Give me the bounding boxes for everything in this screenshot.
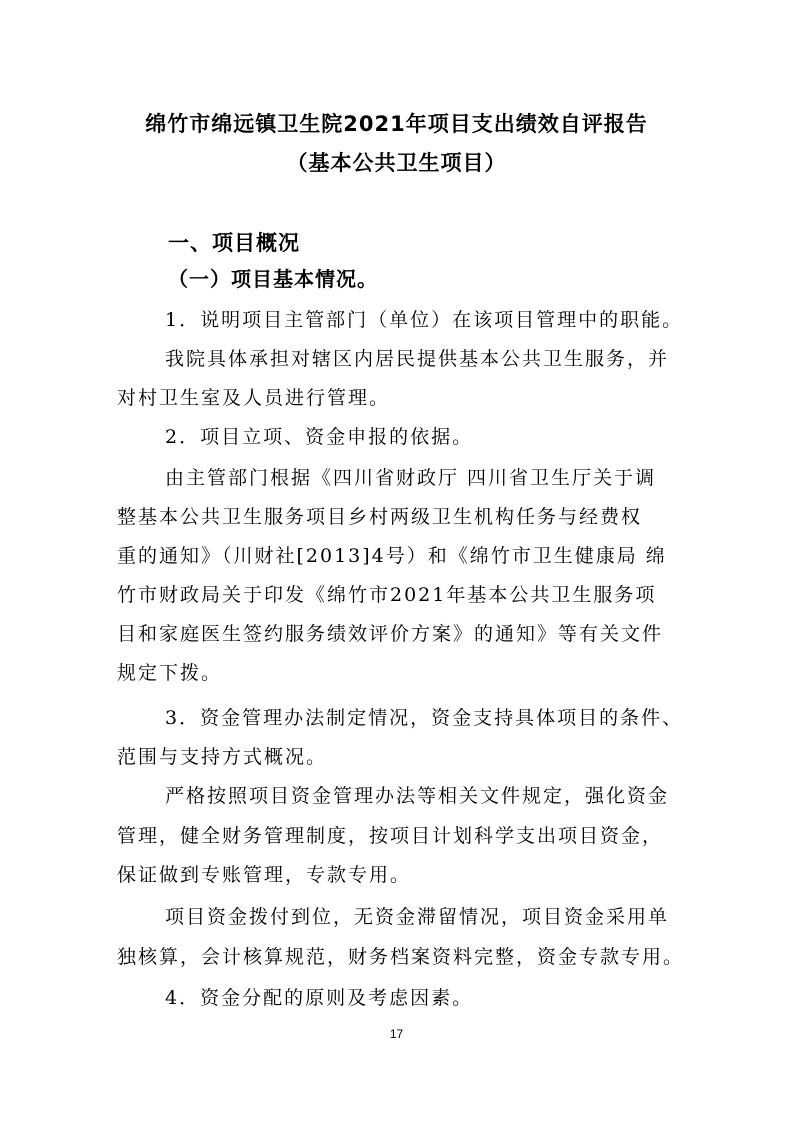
paragraph-line: 对村卫生室及人员进行管理。: [117, 387, 391, 409]
paragraph-line: 管理，健全财务管理制度，按项目计划科学支出项目资金，: [117, 825, 664, 847]
paragraph-line: 独核算，会计核算规范，财务档案资料完整，资金专款专用。: [117, 946, 685, 968]
paragraph-line: 由主管部门根据《四川省财政厅 四川省卫生厅关于调: [165, 467, 657, 489]
section-heading: 一、项目概况: [168, 231, 300, 255]
paragraph-line: 整基本公共卫生服务项目乡村两级卫生机构任务与经费权: [117, 506, 643, 528]
paragraph-line: 2．项目立项、资金申报的依据。: [165, 426, 474, 448]
page-number: 17: [389, 1027, 404, 1041]
paragraph-line: 保证做到专账管理，专款专用。: [117, 864, 412, 886]
report-title: 绵竹市绵远镇卫生院2021年项目支出绩效自评报告: [145, 112, 648, 136]
paragraph-line: 严格按照项目资金管理办法等相关文件规定，强化资金: [165, 785, 670, 807]
paragraph-line: 1．说明项目主管部门（单位）在该项目管理中的职能。: [165, 309, 684, 331]
paragraph-line: 我院具体承担对辖区内居民提供基本公共卫生服务，并: [165, 348, 670, 370]
paragraph-line: 竹市财政局关于印发《绵竹市2021年基本公共卫生服务项: [117, 584, 657, 606]
paragraph-line: 范围与支持方式概况。: [117, 746, 328, 768]
subsection-heading: （一）项目基本情况。: [168, 267, 378, 291]
report-subtitle: （基本公共卫生项目）: [286, 151, 507, 175]
paragraph-line: 重的通知》（川财社[2013]4号）和《绵竹市卫生健康局 绵: [117, 545, 667, 567]
paragraph-line: 4．资金分配的原则及考虑因素。: [165, 987, 474, 1009]
paragraph-line: 规定下拨。: [117, 662, 223, 684]
paragraph-line: 项目资金拨付到位，无资金滞留情况，项目资金采用单: [165, 906, 670, 928]
paragraph-line: 目和家庭医生签约服务绩效评价方案》的通知》等有关文件: [117, 623, 664, 645]
paragraph-line: 3．资金管理办法制定情况，资金支持具体项目的条件、: [165, 707, 684, 729]
